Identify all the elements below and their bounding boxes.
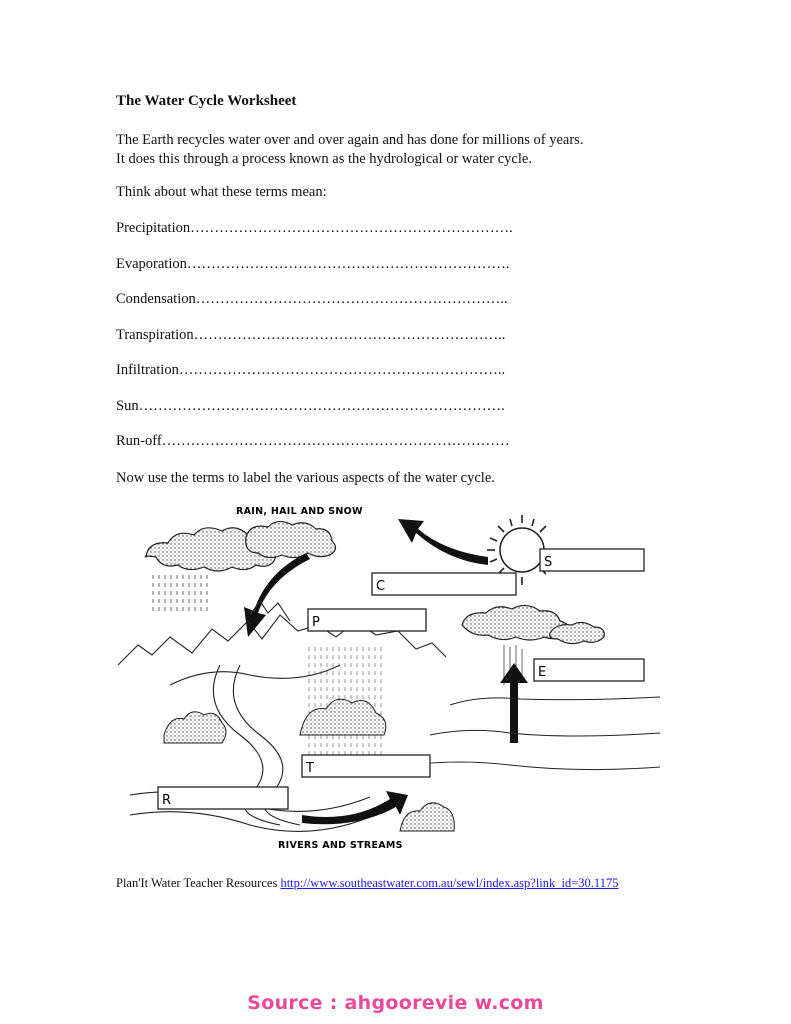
footer-prefix: Plan'It Water Teacher Resources <box>116 876 281 890</box>
term-precipitation: Precipitation…………………………………………………………. <box>116 220 513 236</box>
term-evaporation: Evaporation…………………………………………………………. <box>116 256 510 272</box>
forest-right <box>400 803 454 831</box>
label-box-condensation[interactable] <box>372 573 516 595</box>
footer-link[interactable]: http://www.southeastwater.com.au/sewl/index.asp?link_id=30.1175 <box>280 876 619 890</box>
box-letter-r: R <box>162 793 172 808</box>
box-letter-t: T <box>306 761 314 776</box>
run-off-arrow-icon <box>302 791 408 824</box>
box-letter-p: P <box>312 615 320 630</box>
box-letter-s: S <box>544 555 553 570</box>
think-prompt: Think about what these terms mean: <box>116 184 327 200</box>
term-run-off: Run-off……………………………………………………………… <box>116 433 510 449</box>
worksheet-title: The Water Cycle Worksheet <box>116 93 297 109</box>
evaporation-arrow-icon <box>398 519 488 565</box>
box-letter-e: E <box>538 665 547 680</box>
footer-credit <box>116 876 618 891</box>
small-cloud <box>550 622 605 643</box>
rain-hail-snow-label: RAIN, HAIL AND SNOW <box>236 506 363 517</box>
label-box-evaporation[interactable] <box>534 659 644 681</box>
intro-line-2: It does this through a process known as the hydrological or water cycle. <box>116 151 532 167</box>
term-infiltration: Infiltration………………………………………………………….. <box>116 362 506 378</box>
water-cycle-illustration <box>110 495 670 855</box>
label-box-precipitation[interactable] <box>308 609 426 631</box>
rivers-streams-label: RIVERS AND STREAMS <box>278 840 403 851</box>
rain-cloud <box>145 521 335 571</box>
sea-shoreline <box>410 697 660 770</box>
intro-line-1: The Earth recycles water over and over again and has done for millions of years. <box>116 132 584 148</box>
label-box-transpiration[interactable] <box>302 755 430 777</box>
term-sun: Sun…………………………………………………………………. <box>116 398 505 414</box>
intro-paragraph <box>116 131 676 169</box>
term-condensation: Condensation……………………………………………………….. <box>116 291 508 307</box>
rain-streaks <box>150 575 210 615</box>
label-box-sun[interactable] <box>540 549 644 571</box>
instruction-text: Now use the terms to label the various aspects of the water cycle. <box>116 470 495 486</box>
box-letter-c: C <box>376 579 386 594</box>
water-cycle-diagram <box>110 495 670 855</box>
forest-left <box>164 712 226 743</box>
source-watermark: Source : ahgoorevie w.com <box>247 992 544 1014</box>
term-transpiration: Transpiration……………………………………………………….. <box>116 327 506 343</box>
label-box-run-off[interactable] <box>158 787 288 809</box>
